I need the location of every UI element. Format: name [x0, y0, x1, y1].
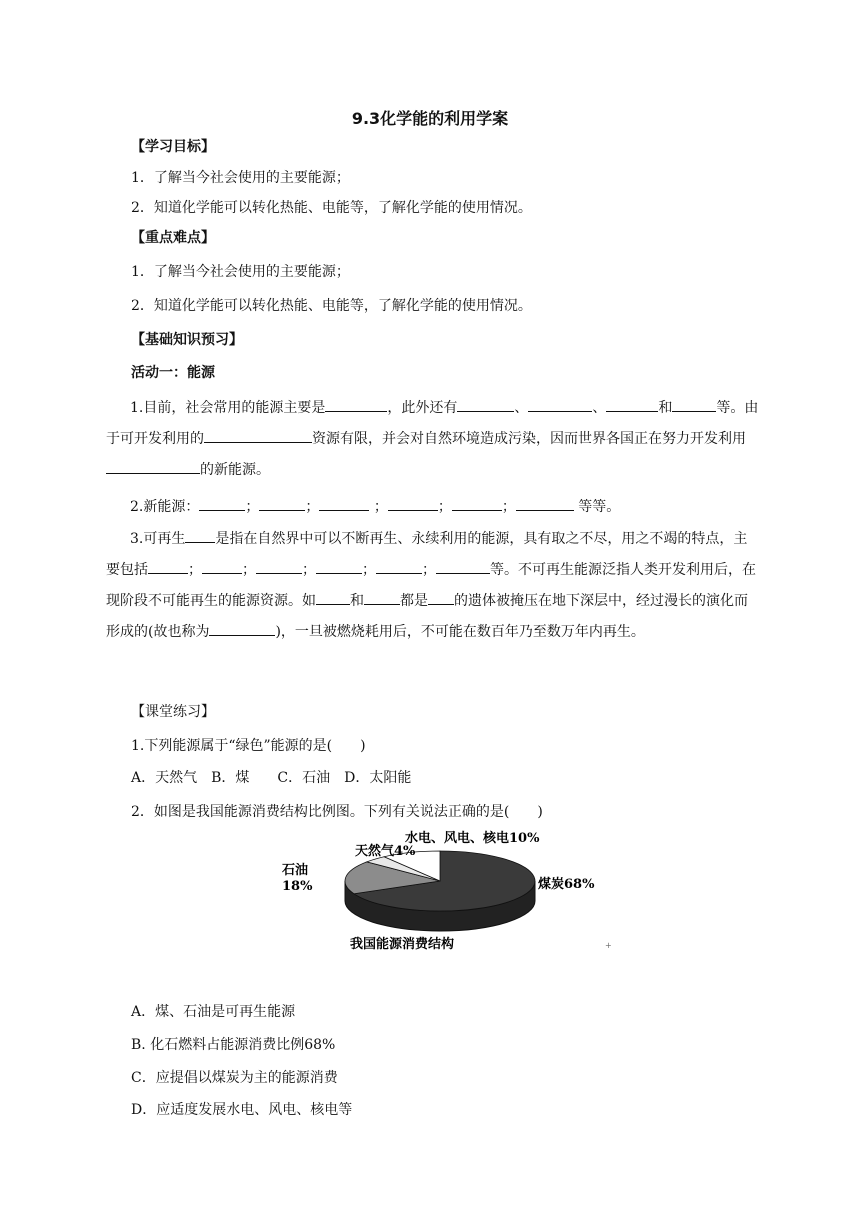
- fill-blank[interactable]: [316, 590, 350, 605]
- fill-blank[interactable]: [364, 590, 400, 605]
- fill-blank[interactable]: [148, 559, 188, 574]
- option-a: A．煤、石油是可再生能源: [131, 1004, 296, 1020]
- fill-blank[interactable]: [106, 459, 200, 474]
- label-natural-gas: 天然气4%: [355, 844, 416, 859]
- keypoint-item-1: 1．了解当今社会使用的主要能源；: [131, 264, 350, 280]
- fill-blank[interactable]: [516, 496, 574, 511]
- practice-question-1: 1.下列能源属于“绿色”能源的是( ): [131, 738, 366, 754]
- fill-blank[interactable]: [199, 496, 245, 511]
- label-oil-value: 18%: [282, 879, 313, 894]
- fill-blank[interactable]: [259, 496, 305, 511]
- label-coal: 煤炭68%: [538, 877, 595, 892]
- fill-blank[interactable]: [319, 496, 369, 511]
- footnote-mark: +: [605, 941, 612, 950]
- label-oil: 石油: [282, 863, 309, 878]
- keypoints-heading: 【重点难点】: [131, 230, 215, 246]
- practice-question-1-options: A．天然气 B．煤 C．石油 D．太阳能: [131, 770, 412, 786]
- pie-layer: [345, 851, 535, 931]
- fill-blank[interactable]: [436, 559, 490, 574]
- practice-heading: 【课堂练习】: [131, 704, 215, 720]
- option-d: D．应适度发展水电、风电、核电等: [131, 1102, 353, 1118]
- energy-pie-chart: [270, 826, 630, 956]
- chart-title: 我国能源消费结构: [350, 937, 455, 952]
- preview-question-3: 3.可再生 是指在自然界中可以不断再生、永续利用的能源，具有取之不尽，用之不竭的特点，主要包括 ； ； ； ； ； 等。不可再生能源泛指人类开发利用后，在现阶段不可能再生的能源资源。如 和 都是 的遗体被掩压在地下深层中，经过漫长的演化而形成的(故也称为 )，一旦被燃烧耗用后，不可能在数百年乃至数万年内再生。: [106, 524, 761, 648]
- fill-blank[interactable]: [209, 621, 275, 636]
- preview-question-2: 2.新能源： ； ； ； ； ； 等等。: [106, 492, 761, 523]
- option-c: C．应提倡以煤炭为主的能源消费: [131, 1070, 338, 1086]
- fill-blank[interactable]: [428, 590, 454, 605]
- fill-blank[interactable]: [388, 496, 438, 511]
- fill-blank[interactable]: [606, 397, 658, 412]
- fill-blank[interactable]: [202, 559, 242, 574]
- fill-blank[interactable]: [528, 397, 592, 412]
- fill-blank[interactable]: [316, 559, 362, 574]
- fill-blank[interactable]: [256, 559, 302, 574]
- page-title: 9.3化学能的利用学案: [351, 109, 509, 128]
- activity-heading: 活动一：能源: [131, 365, 215, 381]
- preview-question-1: 1.目前，社会常用的能源主要是 ，此外还有 、 、 和 等。由于可开发利用的 资源有限，并会对自然环境造成污染，因而世界各国正在努力开发利用的新能源。: [106, 393, 761, 486]
- fill-blank[interactable]: [672, 397, 716, 412]
- goal-item-1: 1．了解当今社会使用的主要能源；: [131, 170, 350, 186]
- preview-heading: 【基础知识预习】: [131, 332, 243, 348]
- fill-blank[interactable]: [204, 428, 312, 443]
- label-hydro-wind-nuclear: 水电、风电、核电10%: [405, 831, 540, 846]
- goal-item-2: 2．知道化学能可以转化热能、电能等，了解化学能的使用情况。: [131, 200, 532, 216]
- practice-question-2: 2．如图是我国能源消费结构比例图。下列有关说法正确的是( ): [131, 804, 543, 820]
- fill-blank[interactable]: [185, 528, 215, 543]
- keypoint-item-2: 2．知道化学能可以转化热能、电能等，了解化学能的使用情况。: [131, 298, 532, 314]
- fill-blank[interactable]: [325, 397, 387, 412]
- option-b: B. 化石燃料占能源消费比例68%: [131, 1037, 336, 1053]
- fill-blank[interactable]: [452, 496, 502, 511]
- goals-heading: 【学习目标】: [131, 139, 215, 155]
- fill-blank[interactable]: [457, 397, 514, 412]
- fill-blank[interactable]: [376, 559, 422, 574]
